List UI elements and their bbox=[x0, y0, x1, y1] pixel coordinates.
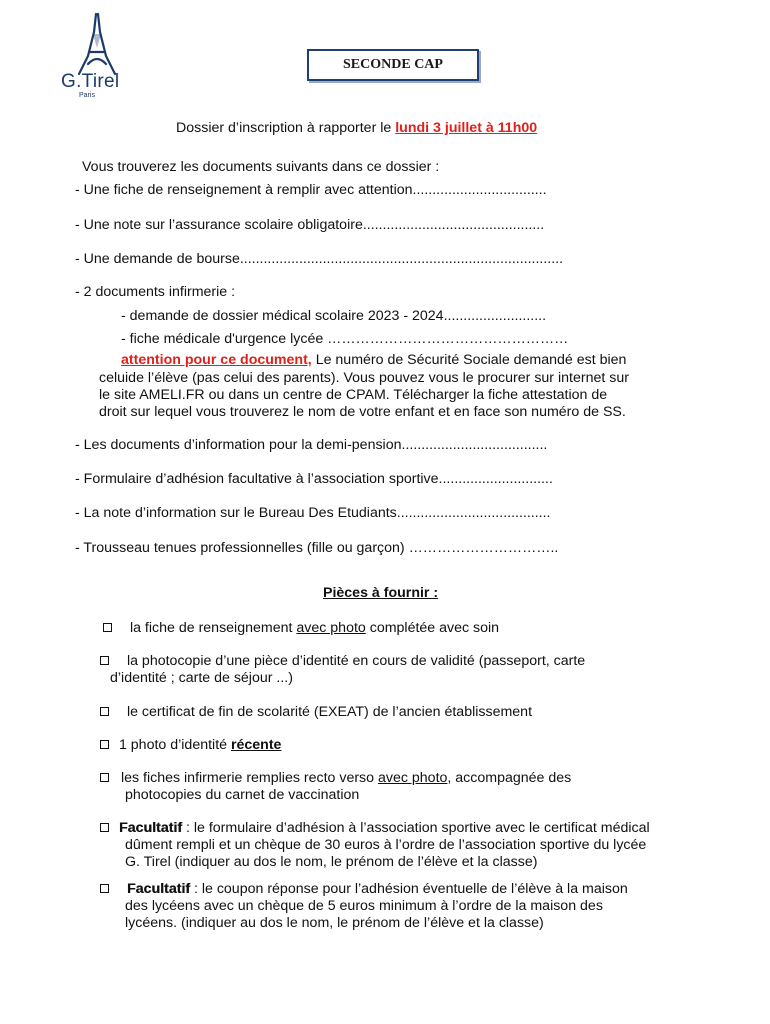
item-assurance-text: - Une note sur l’assurance scolaire obligatoire bbox=[75, 217, 363, 233]
piece-7-line1: : le coupon réponse pour l’adhésion éventuelle de l’élève à la maison bbox=[190, 881, 628, 897]
attention-line1 bbox=[121, 352, 626, 368]
piece-3 bbox=[100, 704, 532, 720]
contents-heading: Vous trouverez les documents suivants dans ce dossier : bbox=[82, 159, 440, 175]
item-trousseau-text: - Trousseau tenues professionnelles (fille ou garçon) bbox=[75, 540, 405, 556]
piece-5-text-a: les fiches infirmerie remplies recto verso bbox=[120, 770, 378, 786]
item-fiche-dots: .................................. bbox=[412, 182, 547, 198]
document-title: SECONDE CAP bbox=[343, 57, 443, 72]
piece-6-line1: : le formulaire d’adhésion à l’association sportive avec le certificat médical bbox=[182, 820, 650, 836]
piece-7-label: Facultatif bbox=[126, 881, 191, 897]
piece-2 bbox=[100, 653, 585, 669]
item-sportive-text: - Formulaire d’adhésion facultative à l’association sportive bbox=[75, 471, 439, 487]
intro-date: lundi 3 juillet à 11h00 bbox=[395, 120, 538, 136]
checkbox-icon[interactable] bbox=[100, 740, 109, 749]
piece-4-text-a: 1 photo d’identité bbox=[118, 737, 231, 753]
item-bde bbox=[75, 505, 551, 521]
attention-line4: droit sur lequel vous trouverez le nom de votre enfant et en face son numéro de SS. bbox=[99, 404, 626, 420]
item-bde-dots: ....................................... bbox=[396, 505, 551, 521]
piece-2-line2: d’identité ; carte de séjour ...) bbox=[110, 670, 293, 686]
item-demi-pension bbox=[75, 437, 547, 453]
item-fiche bbox=[75, 182, 547, 198]
item-assurance-dots: .............................................. bbox=[362, 217, 545, 233]
checkbox-icon[interactable] bbox=[100, 884, 109, 893]
piece-6-line2: dûment rempli et un chèque de 30 euros à l’ordre de l’association sportive du lycée bbox=[125, 837, 647, 853]
piece-4-text-b: récente bbox=[230, 737, 282, 753]
item-trousseau bbox=[75, 540, 558, 556]
item-dossier-medical bbox=[121, 308, 546, 324]
pieces-heading: Pièces à fournir : bbox=[323, 585, 439, 601]
checkbox-icon[interactable] bbox=[103, 623, 112, 632]
item-infirmerie: - 2 documents infirmerie : bbox=[75, 284, 236, 300]
document-title-box bbox=[307, 49, 479, 81]
piece-7 bbox=[100, 881, 628, 897]
checkbox-icon[interactable] bbox=[100, 656, 109, 665]
intro-prefix: Dossier d’inscription à rapporter le bbox=[176, 120, 396, 136]
piece-5-text-b: , accompagnée des bbox=[447, 770, 572, 786]
item-bourse bbox=[75, 251, 563, 267]
piece-1-underlined: avec photo bbox=[296, 620, 366, 636]
item-trousseau-dots: ………………………….. bbox=[404, 540, 559, 556]
piece-3-text: le certificat de fin de scolarité (EXEAT) de l’ancien établissement bbox=[126, 704, 533, 720]
item-sportive bbox=[75, 471, 553, 487]
item-demi-pension-dots: ..................................... bbox=[401, 437, 548, 453]
item-fiche-urgence-text: - fiche médicale d'urgence lycée bbox=[121, 331, 324, 347]
logo-brand: G.Tirel bbox=[61, 71, 120, 92]
piece-2-line1: la photocopie d’une pièce d’identité en cours de validité (passeport, carte bbox=[126, 653, 586, 669]
item-assurance bbox=[75, 217, 544, 233]
attention-line3: le site AMELI.FR ou dans un centre de CPAM. Télécharger la fiche attestation de bbox=[99, 387, 608, 403]
piece-1-text-a: la fiche de renseignement bbox=[129, 620, 297, 636]
piece-5-line2: photocopies du carnet de vaccination bbox=[125, 787, 360, 803]
piece-6-label: Facultatif bbox=[118, 820, 183, 836]
item-dossier-medical-dots: .......................... bbox=[443, 308, 547, 324]
piece-5-underlined: avec photo bbox=[377, 770, 448, 786]
piece-5 bbox=[100, 770, 571, 786]
item-fiche-urgence bbox=[121, 331, 568, 347]
attention-text-1: Le numéro de Sécurité Sociale demandé est bien bbox=[311, 352, 627, 368]
piece-6-line3: G. Tirel (indiquer au dos le nom, le prénom de l’élève et la classe) bbox=[125, 854, 538, 870]
attention-line2: celuide l’élève (pas celui des parents). Vous pouvez vous le procurer sur internet sur bbox=[99, 370, 629, 386]
checkbox-icon[interactable] bbox=[100, 773, 109, 782]
piece-7-line3: lycéens. (indiquer au dos le nom, le prénom de l’élève et la classe) bbox=[125, 915, 544, 931]
piece-1-text-b: complétée avec soin bbox=[365, 620, 500, 636]
attention-label: attention pour ce document, bbox=[121, 352, 312, 368]
item-fiche-text: - Une fiche de renseignement à remplir avec attention bbox=[75, 182, 413, 198]
item-bourse-dots: .................................................................................. bbox=[239, 251, 564, 267]
item-sportive-dots: ............................. bbox=[438, 471, 553, 487]
item-bourse-text: - Une demande de bourse bbox=[75, 251, 240, 267]
piece-4 bbox=[100, 737, 281, 753]
checkbox-icon[interactable] bbox=[100, 707, 109, 716]
logo-city: Paris bbox=[79, 92, 95, 99]
piece-6 bbox=[100, 820, 650, 836]
checkbox-icon[interactable] bbox=[100, 823, 109, 832]
item-dossier-medical-text: - demande de dossier médical scolaire 2023 - 2024 bbox=[121, 308, 444, 324]
intro-line bbox=[176, 120, 537, 136]
piece-7-line2: des lycéens avec un chèque de 5 euros minimum à l’ordre de la maison des bbox=[125, 898, 603, 914]
piece-1 bbox=[103, 620, 499, 636]
item-bde-text: - La note d’information sur le Bureau Des Etudiants bbox=[75, 505, 397, 521]
item-fiche-urgence-dots: …………………………………………… bbox=[323, 331, 569, 347]
item-demi-pension-text: - Les documents d’information pour la demi-pension bbox=[75, 437, 402, 453]
